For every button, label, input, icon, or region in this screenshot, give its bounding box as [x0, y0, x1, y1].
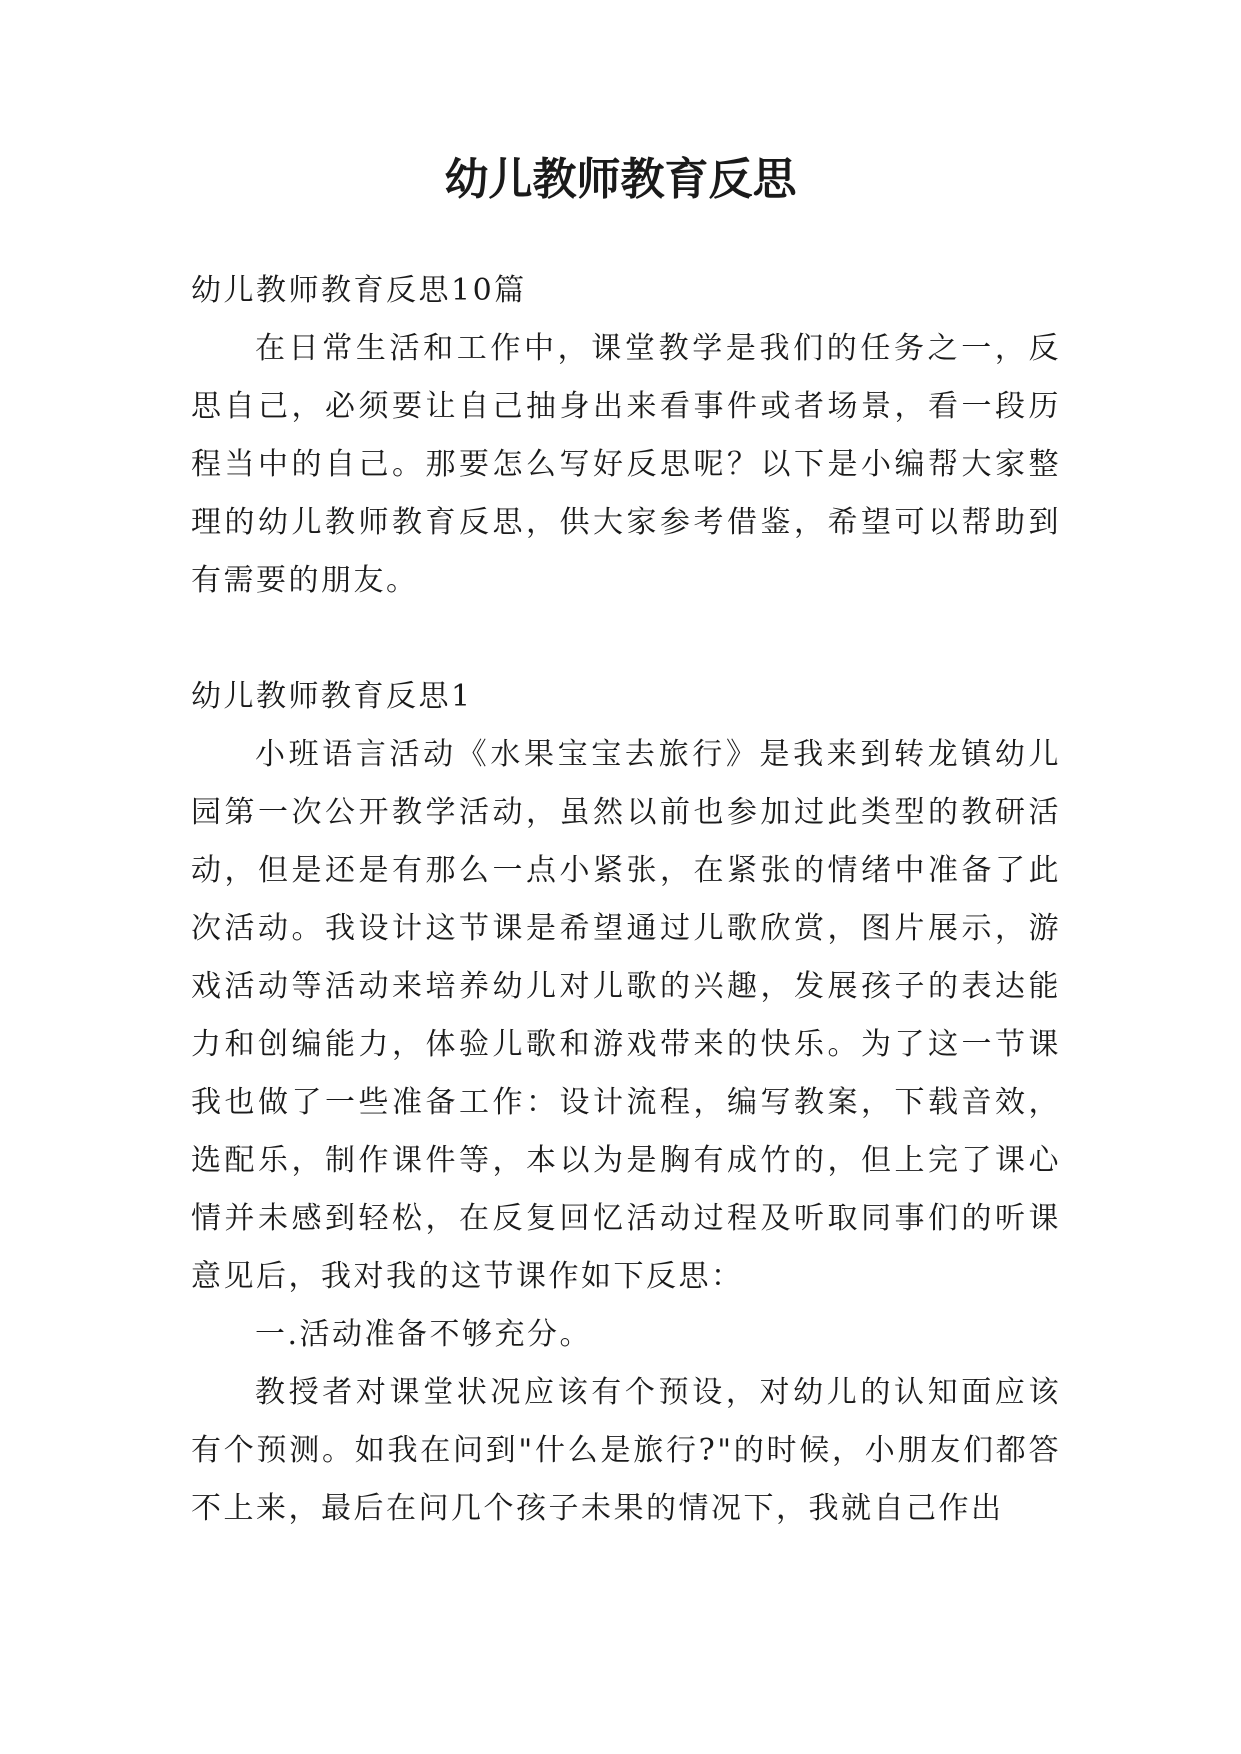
- section-paragraph: 教授者对课堂状况应该有个预设，对幼儿的认知面应该有个预测。如我在问到"什么是旅行?"的时候，小朋友们都答不上来，最后在问几个孩子未果的情况下，我就自己作出: [191, 1375, 1061, 1526]
- paragraph-spacer: [191, 610, 1061, 668]
- intro-paragraph: 在日常生活和工作中，课堂教学是我们的任务之一，反思自己，必须要让自己抽身出来看事件或者场景，看一段历程当中的自己。那要怎么写好反思呢？以下是小编帮大家整理的幼儿教师教育反思，供大家参考借鉴，希望可以帮助到有需要的朋友。: [191, 331, 1061, 598]
- document-body: [191, 262, 1061, 1538]
- document-subtitle: 幼儿教师教育反思10篇: [191, 273, 527, 308]
- section-heading: 幼儿教师教育反思1: [191, 679, 473, 714]
- section-paragraph: 小班语言活动《水果宝宝去旅行》是我来到转龙镇幼儿园第一次公开教学活动，虽然以前也参加过此类型的教研活动，但是还是有那么一点小紧张，在紧张的情绪中准备了此次活动。我设计这节课是希望通过儿歌欣赏，图片展示，游戏活动等活动来培养幼儿对儿歌的兴趣，发展孩子的表达能力和创编能力，体验儿歌和游戏带来的快乐。为了这一节课我也做了一些准备工作：设计流程，编写教案，下载音效，选配乐，制作课件等，本以为是胸有成竹的，但上完了课心情并未感到轻松，在反复回忆活动过程及听取同事们的听课意见后，我对我的这节课作如下反思：: [191, 737, 1061, 1294]
- document-title: 幼儿教师教育反思: [444, 154, 797, 205]
- section-point: 一.活动准备不够充分。: [255, 1317, 593, 1352]
